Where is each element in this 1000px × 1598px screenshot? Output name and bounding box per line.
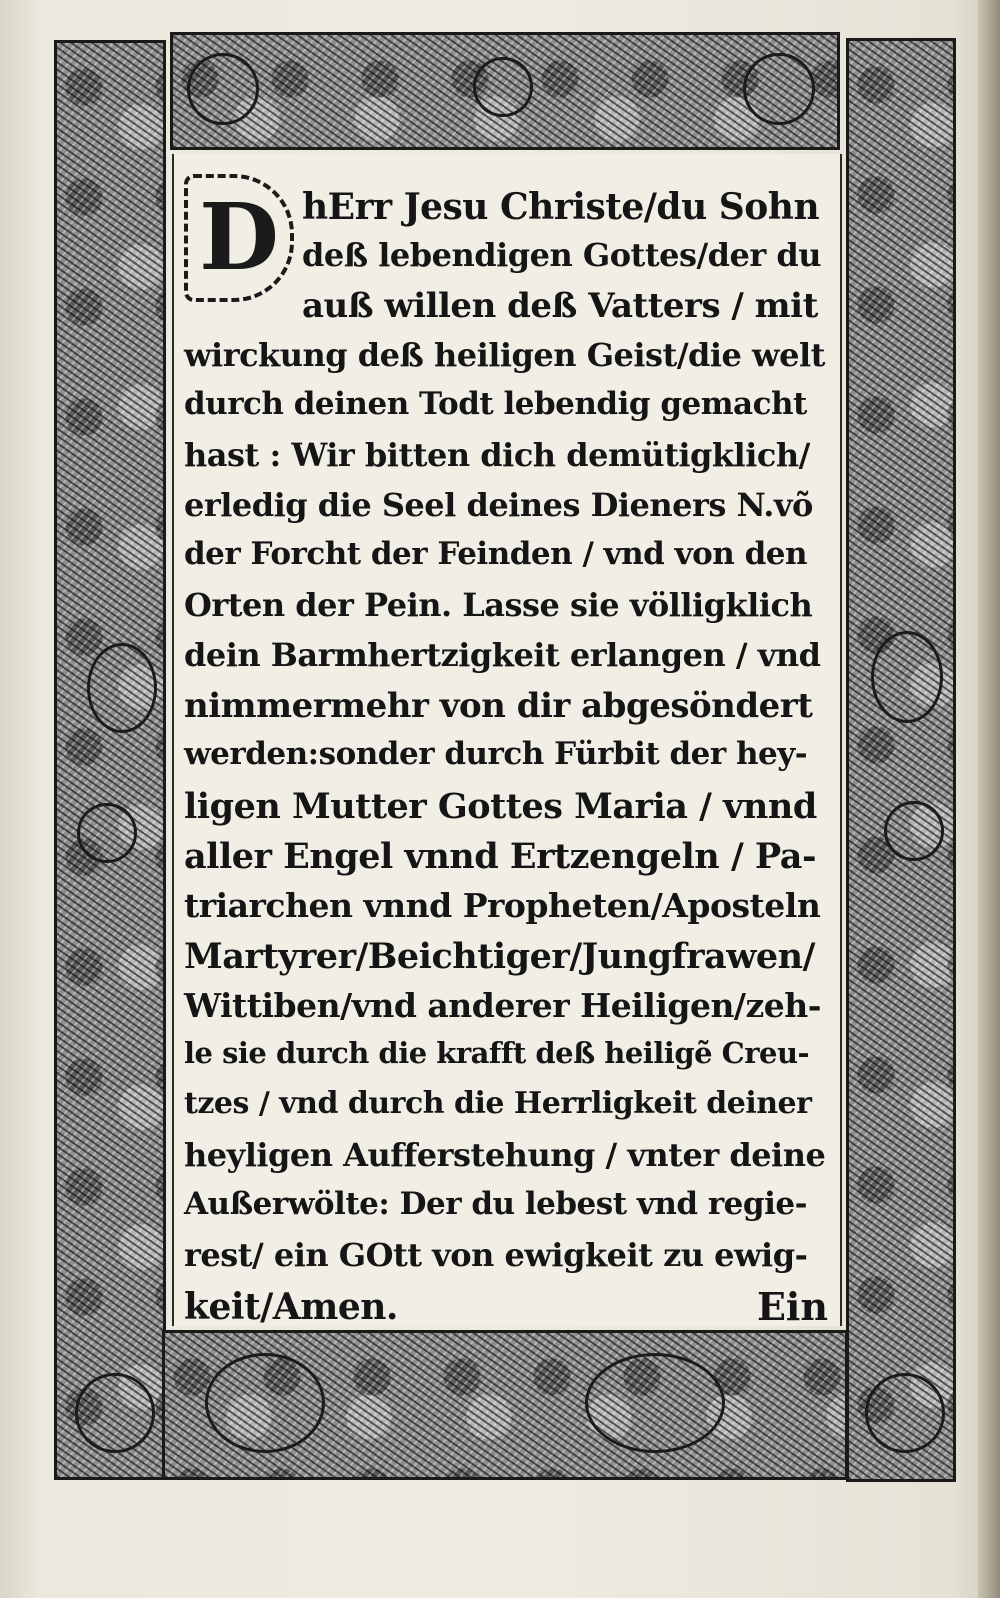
text-line: tzes / vnd durch die Herrligkeit deiner: [184, 1086, 812, 1121]
page-edge: [978, 0, 1000, 1598]
catchword: Ein: [756, 1284, 828, 1329]
scroll-ornament: [87, 643, 157, 733]
text-line: Martyrer/Beichtiger/Jungfrawen/: [184, 936, 815, 977]
text-line: werden:sonder durch Fürbit der hey-: [184, 736, 808, 772]
scroll-ornament: [187, 53, 259, 125]
text-line: erledig die Seel deines Dieners N.võ: [184, 486, 813, 524]
figure-ornament: [585, 1353, 725, 1453]
text-line: triarchen vnnd Propheten/Aposteln: [184, 886, 821, 925]
text-line: ligen Mutter Gottes Maria / vnnd: [184, 786, 817, 827]
text-line: wirckung deß heiligen Geist/die welt: [184, 336, 825, 374]
woodcut-frame: [40, 30, 967, 1490]
text-line: durch deinen Todt lebendig gemacht: [184, 386, 807, 422]
text-line: le sie durch die krafft deß heiligẽ Creu-: [184, 1036, 810, 1070]
flower-ornament: [75, 1373, 155, 1453]
figure-ornament: [205, 1353, 325, 1453]
bottom-ornamental-border: [162, 1330, 848, 1480]
scroll-ornament: [871, 631, 943, 723]
prayer-text-panel: [172, 154, 842, 1329]
text-line: Außerwölte: Der du lebest vnd regie-: [184, 1186, 807, 1222]
text-line: der Forcht der Feinden / vnd von den: [184, 536, 808, 572]
text-line: heyligen Aufferstehung / vnter deine: [184, 1136, 826, 1174]
flower-ornament: [865, 1373, 945, 1453]
grape-ornament: [77, 803, 137, 863]
text-line: Orten der Pein. Lasse sie völligklich: [184, 586, 813, 624]
text-line: hErr Jesu Christe/du Sohn: [302, 186, 820, 228]
text-line: aller Engel vnnd Ertzengeln / Pa-: [184, 836, 816, 877]
right-ornamental-border: [846, 38, 956, 1482]
top-ornamental-border: [170, 32, 840, 150]
text-line: hast : Wir bitten dich demütigklich/: [184, 436, 810, 474]
scroll-ornament: [743, 53, 815, 125]
text-line: auß willen deß Vatters / mit: [302, 286, 818, 326]
text-line: nimmermehr von dir abgesöndert: [184, 686, 813, 726]
fruit-ornament: [473, 57, 533, 117]
text-line: keit/Amen.: [184, 1286, 398, 1328]
decorated-initial: D: [184, 174, 294, 302]
grape-ornament: [884, 801, 944, 861]
text-line: dein Barmhertzigkeit erlangen / vnd: [184, 636, 821, 674]
text-line: deß lebendigen Gottes/der du: [302, 236, 822, 274]
text-line: rest/ ein GOtt von ewigkeit zu ewig-: [184, 1236, 808, 1274]
left-ornamental-border: [54, 40, 166, 1480]
text-line: Wittiben/vnd anderer Heiligen/zeh-: [184, 986, 821, 1025]
